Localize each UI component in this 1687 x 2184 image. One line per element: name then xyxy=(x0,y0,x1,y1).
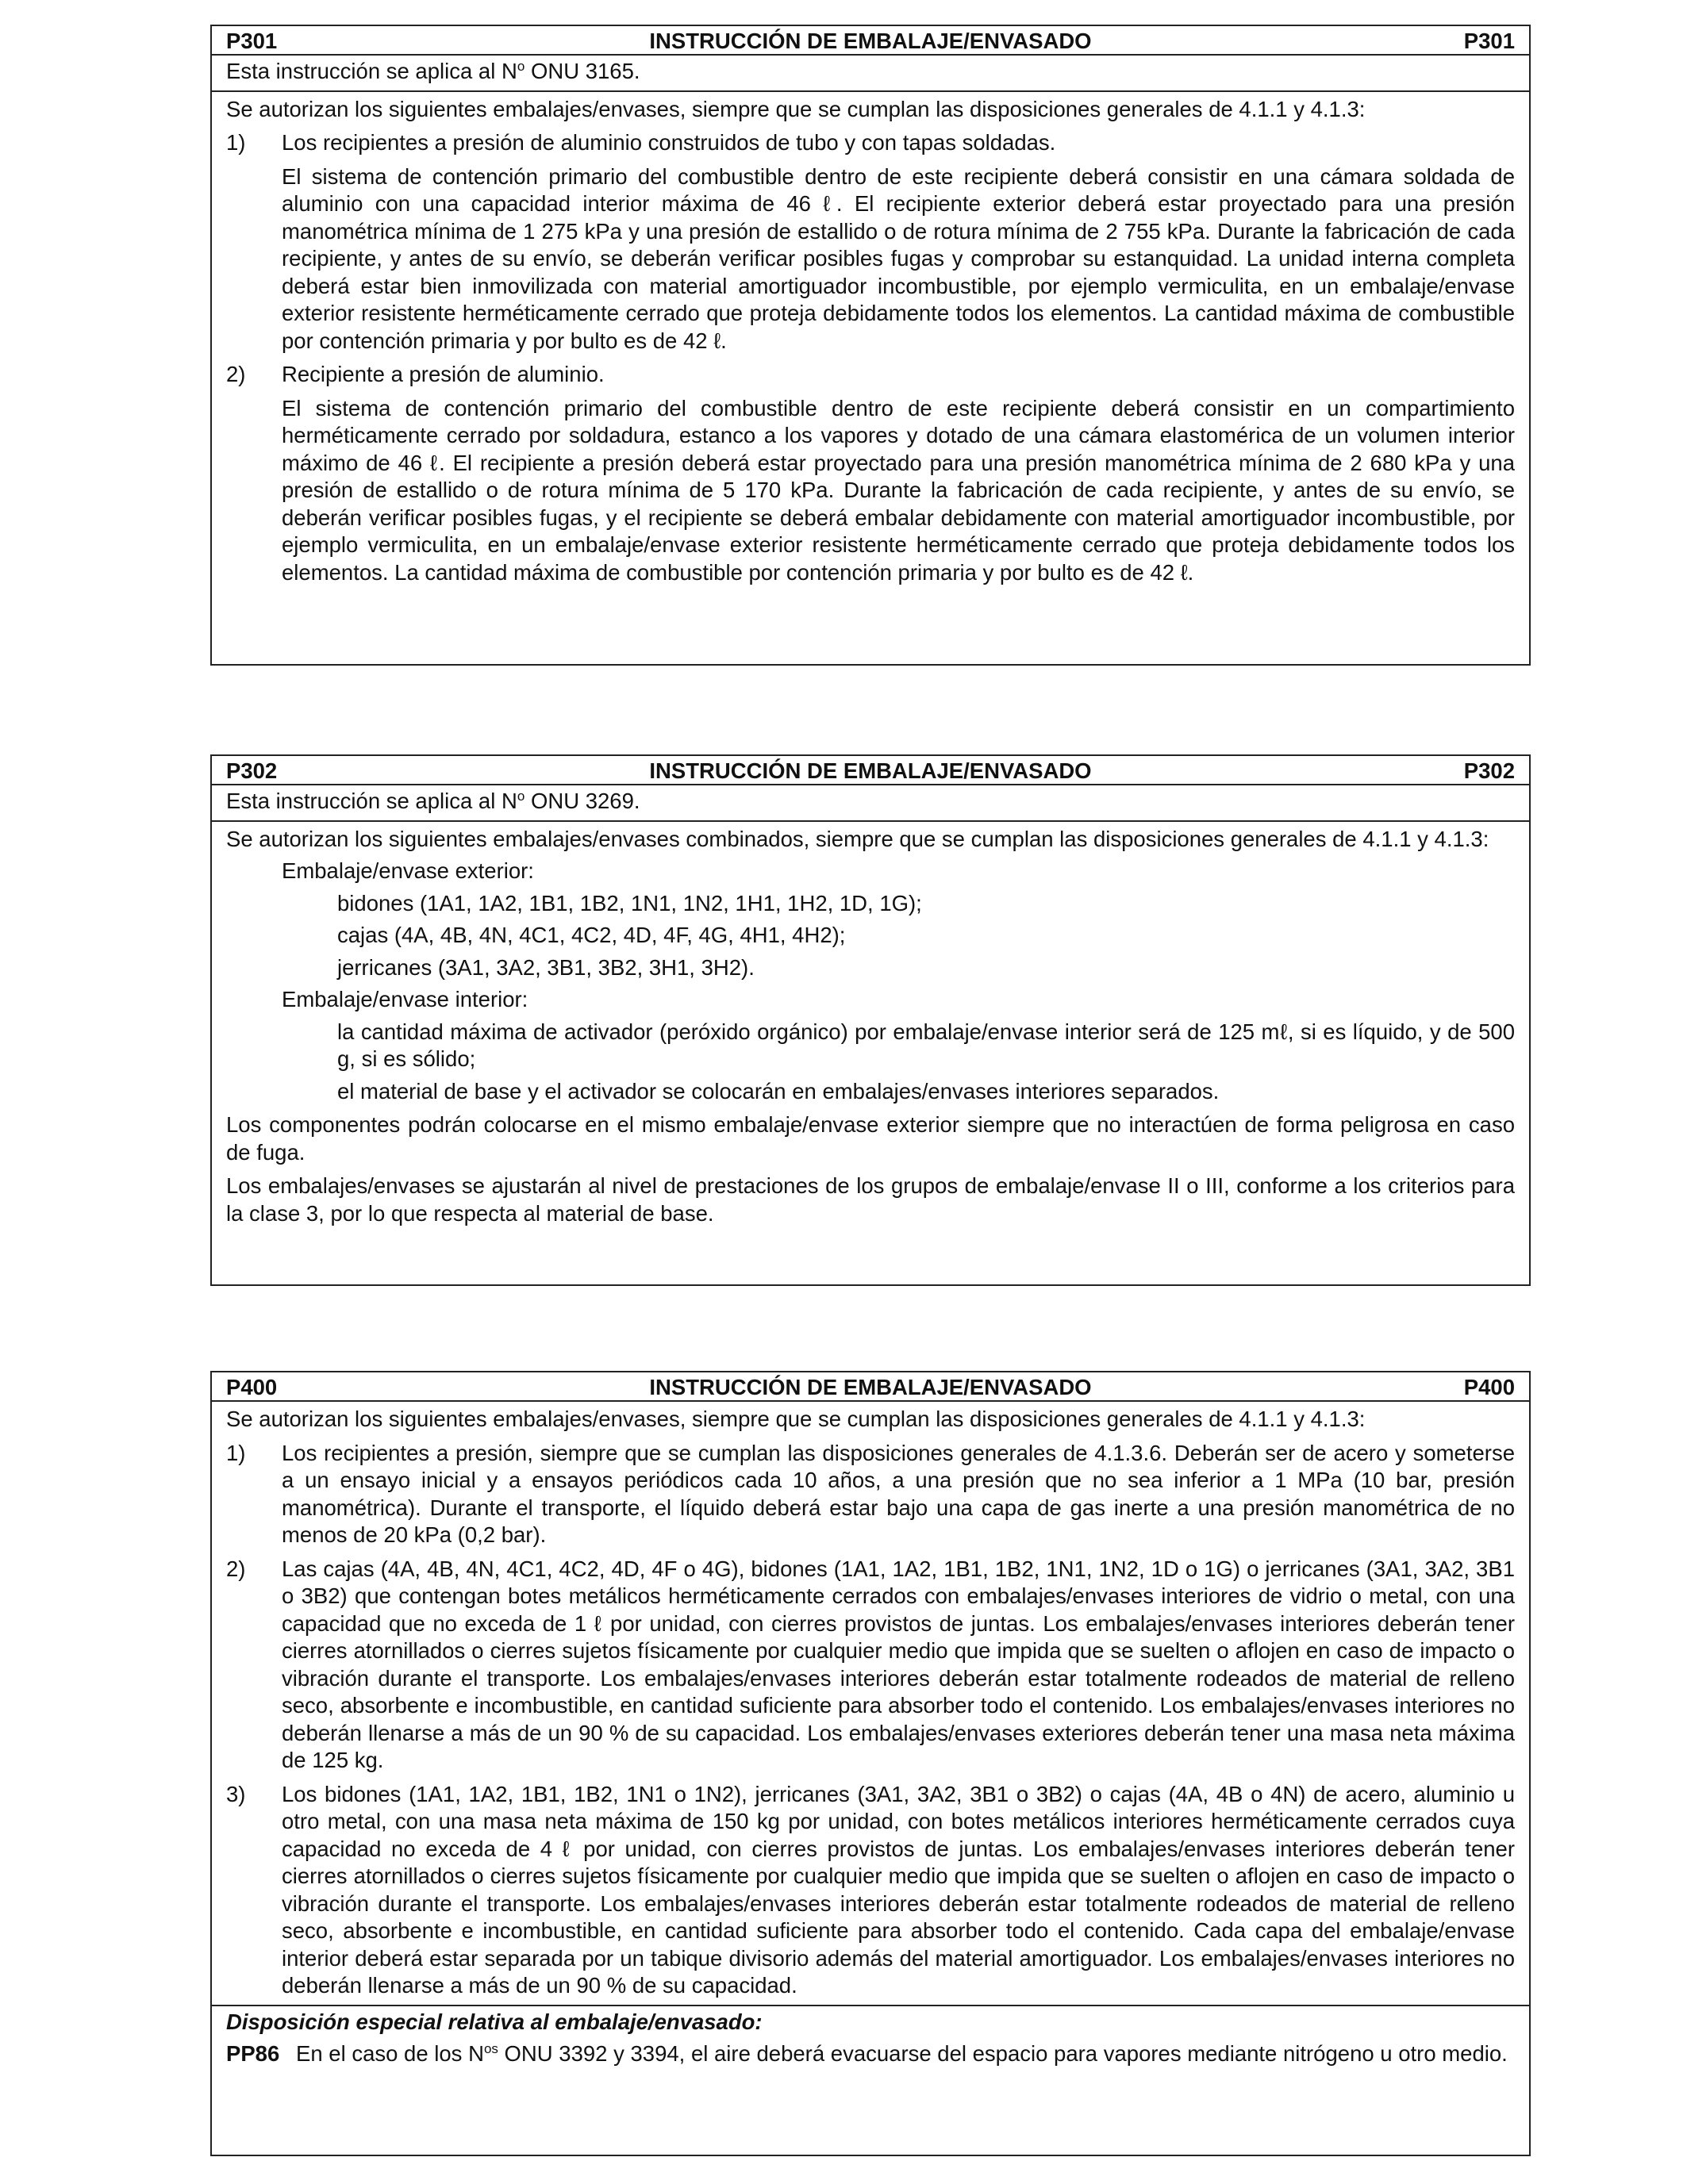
special-provision-text: En el caso de los $N^{os}$ ONU 3392 y 3394, el aire deberá evacuarse del espacio para vapores mediante nitrógeno u otro medio. xyxy=(296,2040,1508,2066)
item-number: 2) xyxy=(226,362,246,386)
item-text: Los recipientes a presión, siempre que se cumplan las disposiciones generales de 4.1.3.6. Deberán ser de acero y someterse a un ensayo inicial y a ensayos periódicos cada 10 años, a una presión que no sea inferior a 1 MPa (10 bar, presión manométrica). Durante el transporte, el líquido deberá estar bajo una capa de gas inerte a una presión manométrica de no menos de 20 kPa (0,2 bar). xyxy=(282,1440,1515,1547)
item-body: El sistema de contención primario del combustible dentro de este recipiente deberá consistir en una cámara soldada de aluminio con una capacidad interior máxima de 46 ℓ. El recipiente exterior deberá estar proyectado para una presión manométrica mínima de 1 275 kPa y una presión de estallido o de rotura mínima de 2 755 kPa. Durante la fabricación de cada recipiente, y antes de su envío, se deberán verificar posibles fugas y comprobar su estanquidad. La unidad interna completa deberá estar bien inmovilizada con material amortiguador incombustible, por ejemplo vermiculita, en un embalaje/envase exterior resistente herméticamente cerrado que proteja debidamente todos los elementos. La cantidad máxima de combustible por contención primaria y por bulto es de 42 ℓ. xyxy=(282,163,1515,353)
intro-text: Se autorizan los siguientes embalajes/envases, siempre que se cumplan las disposiciones generales de 4.1.1 y 4.1.3: xyxy=(226,1407,1366,1431)
packing-instruction-p301 xyxy=(210,25,1531,666)
special-provision-row xyxy=(212,2006,1529,2073)
inner-packaging-item: el material de base y el activador se colocarán en embalajes/envases interiores separados. xyxy=(337,1078,1220,1104)
instruction-header xyxy=(212,1372,1529,1402)
item-number: 3) xyxy=(226,1781,246,1806)
inner-packaging-label: Embalaje/envase interior: xyxy=(282,987,528,1011)
instruction-title: INSTRUCCIÓN DE EMBALAJE/ENVASADO xyxy=(649,758,1092,783)
packagings-row xyxy=(212,822,1529,1233)
list-item xyxy=(226,1556,1515,1775)
intro-text: Se autorizan los siguientes embalajes/envases combinados, siempre que se cumplan las disposiciones generales de 4.1.1 y 4.1.3: xyxy=(226,826,1489,851)
instruction-code-left: P301 xyxy=(226,29,278,53)
outer-packaging-label: Embalaje/envase exterior: xyxy=(282,858,534,883)
list-item xyxy=(226,1440,1515,1549)
outer-packaging-item: cajas (4A, 4B, 4N, 4C1, 4C2, 4D, 4F, 4G, 4H1, 4H2); xyxy=(337,923,846,947)
item-number: 1) xyxy=(226,130,246,155)
instruction-header xyxy=(212,756,1529,785)
instruction-code-right: P302 xyxy=(1463,758,1515,783)
applicability-text: Esta instrucción se aplica al $N^o$ ONU 3269. xyxy=(226,788,640,813)
item-number: 1) xyxy=(226,1440,246,1465)
applicability-row xyxy=(212,785,1529,822)
packing-instruction-p400 xyxy=(210,1371,1531,2156)
list-item xyxy=(226,1781,1515,2000)
list-item xyxy=(226,361,1515,586)
special-provision-code: PP86 xyxy=(226,2041,280,2066)
item-heading: Recipiente a presión de aluminio. xyxy=(282,362,605,386)
instruction-header xyxy=(212,26,1529,56)
applicability-text: Esta instrucción se aplica al $N^o$ ONU 3165. xyxy=(226,58,640,83)
instruction-code-left: P302 xyxy=(226,758,278,783)
inner-packaging-item: la cantidad máxima de activador (peróxido orgánico) por embalaje/envase interior será de 125 mℓ, si es líquido, y de 500 g, si es sólido; xyxy=(337,1019,1515,1071)
item-body: El sistema de contención primario del combustible dentro de este recipiente deberá consistir en un compartimiento herméticamente cerrado por soldadura, estanco a los vapores y dotado de una cámara elastomérica de un volumen interior máximo de 46 ℓ. El recipiente a presión deberá estar proyectado para una presión manométrica mínima de 2 680 kPa y una presión de estallido o de rotura mínima de 5 170 kPa. Durante la fabricación de cada recipiente, y antes de su envío, se deberán verificar posibles fugas, y el recipiente se deberá embalar debidamente con material amortiguador incombustible, por ejemplo vermiculita, en un embalaje/envase exterior resistente herméticamente cerrado que proteja debidamente todos los elementos. La cantidad máxima de combustible por contención primaria y por bulto es de 42 ℓ. xyxy=(282,395,1515,585)
item-text: Los bidones (1A1, 1A2, 1B1, 1B2, 1N1 o 1N2), jerricanes (3A1, 3A2, 3B1 o 3B2) o cajas (4A, 4B o 4N) de acero, aluminio u otro metal, con una masa neta máxima de 150 kg por unidad, con botes metálicos interiores herméticamente cerrados cuya capacidad no exceda de 4 ℓ por unidad, con cierres provistos de juntas. Los embalajes/envases interiores deberán tener cierres atornillados o cierres sujetos físicamente por cualquier medio que impida que se suelten o aflojen en caso de impacto o vibración durante el transporte. Los embalajes/envases interiores deberán estar totalmente rodeados de material de relleno seco, absorbente e incombustible, en cantidad suficiente para absorber todo el contenido. Cada capa del embalaje/envase interior deberá estar separada por un tabique divisorio además del material amortiguador. Los embalajes/envases interiores no deberán llenarse a más de un 90 % de su capacidad. xyxy=(282,1781,1515,1998)
paragraph: Los embalajes/envases se ajustarán al nivel de prestaciones de los grupos de embalaje/envase II o III, conforme a los criterios para la clase 3, por lo que respecta al material de base. xyxy=(226,1173,1515,1226)
instruction-code-left: P400 xyxy=(226,1375,278,1399)
item-heading: Los recipientes a presión de aluminio construidos de tubo y con tapas soldadas. xyxy=(282,130,1056,155)
paragraph: Los componentes podrán colocarse en el mismo embalaje/envase exterior siempre que no interactúen de forma peligrosa en caso de fuga. xyxy=(226,1112,1515,1165)
applicability-row xyxy=(212,56,1529,92)
special-provision-heading: Disposición especial relativa al embalaje/envasado: xyxy=(226,2009,763,2034)
intro-text: Se autorizan los siguientes embalajes/envases, siempre que se cumplan las disposiciones generales de 4.1.1 y 4.1.3: xyxy=(226,96,1366,121)
outer-packaging-item: jerricanes (3A1, 3A2, 3B1, 3B2, 3H1, 3H2). xyxy=(337,954,755,980)
item-number: 2) xyxy=(226,1556,246,1581)
instruction-code-right: P400 xyxy=(1463,1375,1515,1399)
outer-packaging-item: bidones (1A1, 1A2, 1B1, 1B2, 1N1, 1N2, 1H1, 1H2, 1D, 1G); xyxy=(337,890,922,915)
instruction-code-right: P301 xyxy=(1463,29,1515,53)
packagings-row xyxy=(212,92,1529,592)
packagings-row xyxy=(212,1402,1529,2006)
instruction-title: INSTRUCCIÓN DE EMBALAJE/ENVASADO xyxy=(649,1375,1092,1399)
list-item xyxy=(226,129,1515,355)
item-text: Las cajas (4A, 4B, 4N, 4C1, 4C2, 4D, 4F o 4G), bidones (1A1, 1A2, 1B1, 1B2, 1N1, 1N2, 1D o 1G) o jerricanes (3A1, 3A2, 3B1 o 3B2) que contengan botes metálicos herméticamente cerrados con embalajes/envases interiores de vidrio o metal, con una capacidad que no exceda de 1 ℓ por unidad, con cierres provistos de juntas. Los embalajes/envases interiores deberán tener cierres atornillados o cierres sujetos físicamente por cualquier medio que impida que se suelten o aflojen en caso de impacto o vibración durante el transporte. Los embalajes/envases interiores deberán estar totalmente rodeados de material de relleno seco, absorbente e incombustible, en cantidad suficiente para absorber todo el contenido. Los embalajes/envases interiores no deberán llenarse a más de un 90 % de su capacidad. Los embalajes/envases exteriores deberán tener una masa neta máxima de 125 kg. xyxy=(282,1556,1515,1772)
packing-instruction-p302 xyxy=(210,754,1531,1286)
special-provision xyxy=(226,2040,1515,2068)
instruction-title: INSTRUCCIÓN DE EMBALAJE/ENVASADO xyxy=(649,29,1092,53)
